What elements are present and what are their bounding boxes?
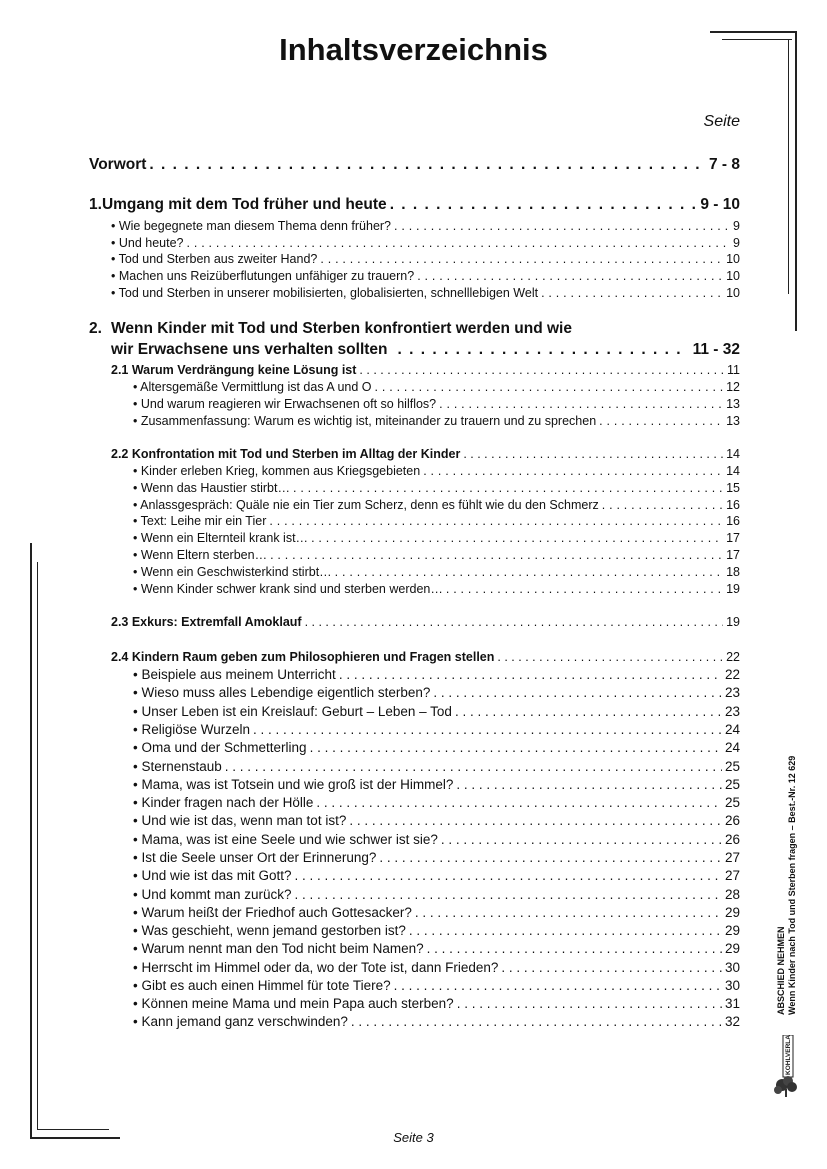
toc-item[interactable] bbox=[133, 813, 740, 828]
toc-section-2-2[interactable] bbox=[111, 447, 740, 461]
dot-leader bbox=[457, 996, 722, 1011]
toc-page: 26 bbox=[724, 813, 740, 828]
frame-right-line bbox=[795, 31, 797, 331]
toc-item[interactable] bbox=[133, 667, 740, 682]
toc-page: 19 bbox=[726, 615, 740, 629]
toc-page: 17 bbox=[726, 548, 740, 562]
toc-page: 24 bbox=[724, 740, 740, 755]
toc-page: 15 bbox=[726, 481, 740, 495]
toc-label: • Herrscht im Himmel oder da, wo der Tote ist, dann Frieden? bbox=[133, 960, 499, 975]
page-title: Inhaltsverzeichnis bbox=[279, 32, 548, 67]
toc-entry-chapter-1[interactable] bbox=[89, 196, 740, 214]
toc-item[interactable] bbox=[133, 759, 740, 774]
toc-item[interactable] bbox=[133, 777, 740, 792]
dot-leader bbox=[409, 923, 722, 938]
toc-page: 10 bbox=[726, 252, 740, 266]
dot-leader bbox=[349, 813, 722, 828]
toc-entry-chapter-2[interactable] bbox=[111, 341, 740, 359]
dot-leader bbox=[305, 615, 724, 629]
toc-label: • Wenn das Haustier stirbt… bbox=[133, 481, 290, 495]
toc-item[interactable] bbox=[133, 481, 740, 495]
toc-page: 29 bbox=[724, 905, 740, 920]
dot-leader bbox=[441, 832, 722, 847]
toc-item[interactable] bbox=[133, 923, 740, 938]
toc-page: 25 bbox=[724, 759, 740, 774]
toc-label: • Und kommt man zurück? bbox=[133, 887, 292, 902]
toc-item[interactable] bbox=[133, 397, 740, 411]
dot-leader bbox=[253, 722, 722, 737]
toc-label: • Ist die Seele unser Ort der Erinnerung? bbox=[133, 850, 377, 865]
toc-label: Wenn Kinder mit Tod und Sterben konfrontiert werden und wie bbox=[111, 320, 572, 337]
publisher-logo bbox=[770, 1035, 804, 1099]
toc-label: Umgang mit dem Tod früher und heute bbox=[101, 196, 387, 213]
toc-label: • Tod und Sterben aus zweiter Hand? bbox=[111, 252, 318, 266]
toc-item[interactable] bbox=[111, 236, 740, 250]
logo-text: KOHLVERLAG bbox=[785, 1035, 792, 1075]
toc-page: 11 bbox=[727, 363, 740, 377]
toc-label: • Wenn ein Geschwisterkind stirbt… bbox=[133, 565, 332, 579]
toc-page: 26 bbox=[724, 832, 740, 847]
toc-page: 9 - 10 bbox=[700, 196, 740, 213]
dot-leader bbox=[433, 685, 722, 700]
toc-page: 13 bbox=[726, 397, 740, 411]
toc-page: 17 bbox=[726, 531, 740, 545]
toc-label: • Kinder fragen nach der Hölle bbox=[133, 795, 314, 810]
toc-item[interactable] bbox=[133, 740, 740, 755]
toc-page: 9 bbox=[733, 219, 740, 233]
toc-section-2-4[interactable] bbox=[111, 650, 740, 664]
toc-page: 7 - 8 bbox=[708, 156, 740, 173]
dot-leader bbox=[375, 380, 724, 394]
toc-page: 14 bbox=[726, 464, 740, 478]
toc-item[interactable] bbox=[133, 1014, 740, 1029]
toc-label: 2.4 Kindern Raum geben zum Philosophieren und Fragen stellen bbox=[111, 650, 495, 664]
dot-leader bbox=[427, 941, 722, 956]
toc-page: 11 - 32 bbox=[692, 341, 740, 358]
dot-leader bbox=[339, 667, 722, 682]
toc-label: • Religiöse Wurzeln bbox=[133, 722, 251, 737]
toc-page: 14 bbox=[726, 447, 740, 461]
toc-section-2-1[interactable] bbox=[111, 363, 740, 377]
toc-page: 13 bbox=[726, 414, 740, 428]
toc-label: • Machen uns Reizüberflutungen unfähiger zu trauern? bbox=[111, 269, 415, 283]
dot-leader bbox=[295, 868, 722, 883]
toc-label: • Wenn Eltern sterben… bbox=[133, 548, 268, 562]
toc-label: • Text: Leihe mir ein Tier bbox=[133, 514, 267, 528]
toc-item[interactable] bbox=[133, 464, 740, 478]
toc-page: 30 bbox=[724, 960, 740, 975]
toc-label: • Tod und Sterben in unserer mobilisierten, globalisierten, schnelllebigen Welt bbox=[111, 286, 539, 300]
toc-page: 30 bbox=[724, 978, 740, 993]
toc-item[interactable] bbox=[133, 887, 740, 902]
toc-item[interactable] bbox=[133, 996, 740, 1011]
dot-leader bbox=[446, 582, 723, 596]
toc-item[interactable] bbox=[133, 414, 740, 428]
toc-entry-vorwort[interactable] bbox=[89, 156, 740, 174]
toc-page: 25 bbox=[724, 777, 740, 792]
seite-column-header: Seite bbox=[703, 113, 740, 130]
toc-item[interactable] bbox=[133, 941, 740, 956]
toc-page: 29 bbox=[724, 941, 740, 956]
toc-page: 10 bbox=[726, 286, 740, 300]
toc-label: • Wenn ein Elternteil krank ist… bbox=[133, 531, 309, 545]
toc-label: • Anlassgespräch: Quäle nie ein Tier zum Scherz, denn es fühlt wie du den Schmerz bbox=[133, 498, 599, 512]
toc-label: • Wie begegnete man diesem Thema denn früher? bbox=[111, 219, 392, 233]
toc-item[interactable] bbox=[133, 795, 740, 810]
tree-logo-icon bbox=[770, 1035, 804, 1099]
toc-page: 22 bbox=[724, 667, 740, 682]
dot-leader bbox=[351, 1014, 722, 1029]
toc-label: • Beispiele aus meinem Unterricht bbox=[133, 667, 336, 682]
dot-leader bbox=[398, 341, 683, 359]
dot-leader bbox=[394, 978, 722, 993]
toc-label: • Und wie ist das mit Gott? bbox=[133, 868, 292, 883]
toc-item[interactable] bbox=[133, 960, 740, 975]
dot-leader bbox=[270, 548, 723, 562]
dot-leader bbox=[501, 960, 722, 975]
toc-item[interactable] bbox=[133, 548, 740, 562]
dot-leader bbox=[187, 236, 731, 250]
toc-label: • Und warum reagieren wir Erwachsenen oft so hilflos? bbox=[133, 397, 437, 411]
dot-leader bbox=[463, 447, 723, 461]
toc-item[interactable] bbox=[111, 252, 740, 266]
toc-label: • Unser Leben ist ein Kreislauf: Geburt – Leben – Tod bbox=[133, 704, 452, 719]
toc-label: • Warum nennt man den Tod nicht beim Namen? bbox=[133, 941, 424, 956]
toc-item[interactable] bbox=[133, 978, 740, 993]
toc-page: 16 bbox=[726, 498, 740, 512]
dot-leader bbox=[311, 531, 723, 545]
dot-leader bbox=[455, 704, 722, 719]
toc-label: wir Erwachsene uns verhalten sollten bbox=[111, 341, 388, 358]
chapter-number: 2. bbox=[89, 320, 102, 337]
frame-right-line-inner bbox=[788, 39, 789, 294]
toc-label: • Wieso muss alles Lebendige eigentlich sterben? bbox=[133, 685, 431, 700]
toc-label: • Was geschieht, wenn jemand gestorben ist? bbox=[133, 923, 406, 938]
toc-item[interactable] bbox=[133, 514, 740, 528]
dot-leader bbox=[379, 850, 722, 865]
toc-label: 2.3 Exkurs: Extremfall Amoklauf bbox=[111, 615, 302, 629]
toc-label: • Und wie ist das, wenn man tot ist? bbox=[133, 813, 347, 828]
toc-label: • Wenn Kinder schwer krank sind und sterben werden… bbox=[133, 582, 443, 596]
sidebar-book-subtitle: Wenn Kinder nach Tod und Sterben fragen – Best.-Nr. 12 629 bbox=[787, 755, 797, 1015]
dot-leader bbox=[335, 565, 723, 579]
toc-label: • Mama, was ist eine Seele und wie schwer ist sie? bbox=[133, 832, 438, 847]
toc-label: 2.2 Konfrontation mit Tod und Sterben im Alltag der Kinder bbox=[111, 447, 461, 461]
dot-leader bbox=[423, 464, 723, 478]
toc-label: • Mama, was ist Totsein und wie groß ist der Himmel? bbox=[133, 777, 454, 792]
frame-left-line bbox=[30, 543, 32, 1138]
toc-label: • Sternenstaub bbox=[133, 759, 222, 774]
toc-page: 29 bbox=[724, 923, 740, 938]
toc-page: 19 bbox=[726, 582, 740, 596]
toc-item[interactable] bbox=[133, 850, 740, 865]
dot-leader bbox=[149, 156, 706, 174]
toc-item[interactable] bbox=[111, 219, 740, 233]
toc-label: • Warum heißt der Friedhof auch Gottesacker? bbox=[133, 905, 412, 920]
dot-leader bbox=[269, 514, 723, 528]
toc-page: 18 bbox=[726, 565, 740, 579]
dot-leader bbox=[390, 196, 698, 214]
dot-leader bbox=[415, 905, 722, 920]
toc-page: 24 bbox=[724, 722, 740, 737]
dot-leader bbox=[417, 269, 723, 283]
dot-leader bbox=[602, 498, 723, 512]
toc-label: • Zusammenfassung: Warum es wichtig ist, miteinander zu trauern und zu sprechen bbox=[133, 414, 597, 428]
toc-item[interactable] bbox=[133, 582, 740, 596]
toc-page: 32 bbox=[724, 1014, 740, 1029]
toc-label: • Und heute? bbox=[111, 236, 184, 250]
toc-item[interactable] bbox=[111, 286, 740, 300]
toc-page: 27 bbox=[724, 850, 740, 865]
dot-leader bbox=[225, 759, 722, 774]
toc-label: 2.1 Warum Verdrängung keine Lösung ist bbox=[111, 363, 357, 377]
toc-label: • Oma und der Schmetterling bbox=[133, 740, 307, 755]
toc-page: 9 bbox=[733, 236, 740, 250]
toc-label: • Altersgemäße Vermittlung ist das A und O bbox=[133, 380, 372, 394]
toc-page: 16 bbox=[726, 514, 740, 528]
toc-page: 12 bbox=[726, 380, 740, 394]
toc-label: Vorwort bbox=[89, 156, 147, 173]
dot-leader bbox=[293, 481, 723, 495]
toc-item[interactable] bbox=[133, 565, 740, 579]
toc-item[interactable] bbox=[133, 498, 740, 512]
toc-item[interactable] bbox=[133, 832, 740, 847]
toc-page: 27 bbox=[724, 868, 740, 883]
toc-page: 28 bbox=[724, 887, 740, 902]
toc-page: 25 bbox=[724, 795, 740, 810]
dot-leader bbox=[394, 219, 730, 233]
dot-leader bbox=[439, 397, 723, 411]
dot-leader bbox=[310, 740, 722, 755]
toc-entry-chapter-2-title[interactable] bbox=[89, 320, 572, 338]
toc-item[interactable] bbox=[111, 269, 740, 283]
toc-item[interactable] bbox=[133, 905, 740, 920]
toc-item[interactable] bbox=[133, 722, 740, 737]
toc-page: 31 bbox=[724, 996, 740, 1011]
dot-leader bbox=[497, 650, 723, 664]
toc-label: • Kinder erleben Krieg, kommen aus Kriegsgebieten bbox=[133, 464, 421, 478]
dot-leader bbox=[541, 286, 723, 300]
toc-page: 23 bbox=[724, 685, 740, 700]
page-number-footer: Seite 3 bbox=[393, 1130, 434, 1145]
sidebar-book-title: ABSCHIED NEHMEN bbox=[776, 926, 786, 1015]
dot-leader bbox=[295, 887, 722, 902]
toc-page: 22 bbox=[726, 650, 740, 664]
toc-page: 23 bbox=[724, 704, 740, 719]
toc-item[interactable] bbox=[133, 704, 740, 719]
toc-label: • Kann jemand ganz verschwinden? bbox=[133, 1014, 348, 1029]
dot-leader bbox=[320, 252, 723, 266]
dot-leader bbox=[456, 777, 722, 792]
toc-page: 10 bbox=[726, 269, 740, 283]
toc-section-2-3[interactable] bbox=[111, 615, 740, 629]
dot-leader bbox=[599, 414, 723, 428]
toc-label: • Können meine Mama und mein Papa auch sterben? bbox=[133, 996, 454, 1011]
toc-item[interactable] bbox=[133, 531, 740, 545]
toc-item[interactable] bbox=[133, 868, 740, 883]
sidebar-book-info bbox=[776, 756, 798, 1015]
dot-leader bbox=[359, 363, 724, 377]
toc-item[interactable] bbox=[133, 380, 740, 394]
chapter-number: 1. bbox=[89, 196, 102, 213]
frame-left-line-inner bbox=[37, 562, 38, 1129]
toc-item[interactable] bbox=[133, 685, 740, 700]
dot-leader bbox=[316, 795, 722, 810]
toc-label: • Gibt es auch einen Himmel für tote Tiere? bbox=[133, 978, 391, 993]
